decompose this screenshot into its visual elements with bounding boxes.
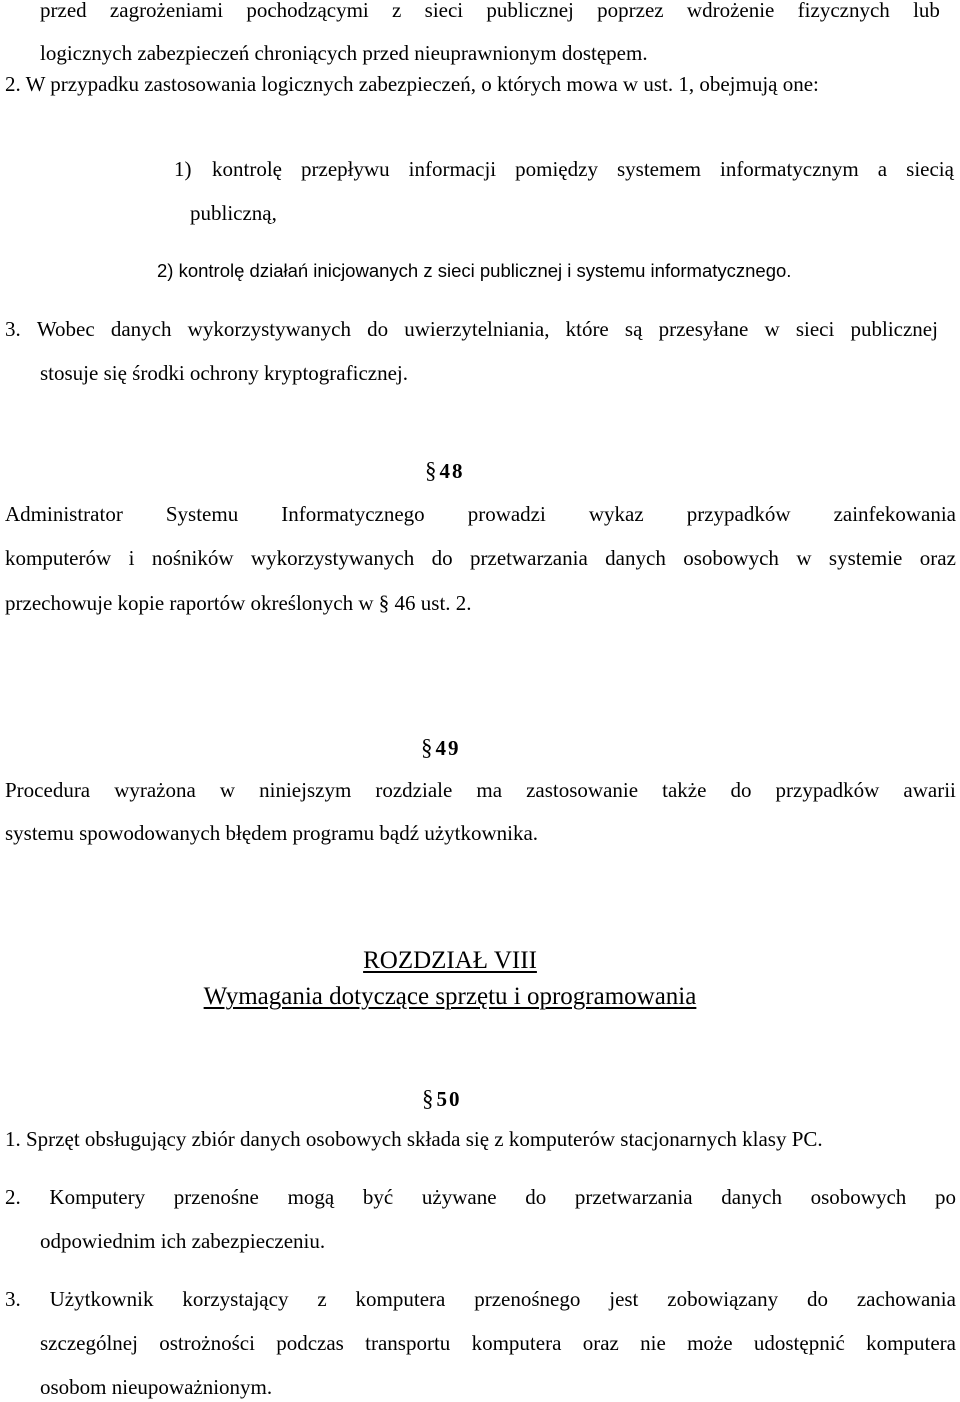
word: przetwarzania	[574, 1185, 693, 1209]
word: Komputery	[49, 1185, 146, 1209]
word: może	[687, 1331, 733, 1355]
section-49-heading	[421, 735, 461, 761]
word: niniejszym	[259, 778, 352, 802]
section-number: 50	[436, 1087, 462, 1111]
word: podczas	[276, 1331, 344, 1355]
word: oraz	[582, 1331, 619, 1355]
section-50-point-3-line-1	[5, 1286, 956, 1312]
word: przesyłane	[658, 317, 749, 341]
word: komputera	[355, 1287, 446, 1311]
list-item-1-number: 1)	[174, 157, 192, 181]
word: do	[525, 1185, 547, 1209]
word: osobowych	[810, 1185, 907, 1209]
word: systemie	[828, 546, 903, 570]
word: Informatycznego	[281, 502, 425, 526]
word: publicznej	[486, 0, 574, 22]
word: oraz	[919, 546, 956, 570]
word: przed	[40, 0, 87, 22]
word: awarii	[903, 778, 956, 802]
word: rozdziale	[375, 778, 453, 802]
section-49-line-2: systemu spowodowanych błędem programu bądź użytkownika.	[5, 821, 539, 845]
word: Administrator	[5, 502, 123, 526]
word: Procedura	[5, 778, 91, 802]
word: fizycznych	[797, 0, 890, 22]
intro-point-3-line-1	[5, 316, 938, 342]
word: przepływu	[301, 157, 390, 181]
word: z	[317, 1287, 327, 1311]
word: sieci	[795, 317, 835, 341]
word: sieci	[424, 0, 464, 22]
word: zastosowanie	[526, 778, 639, 802]
word: uwierzytelniania,	[404, 317, 550, 341]
chapter-title: ROZDZIAŁ VIII	[363, 947, 537, 974]
word: transportu	[365, 1331, 451, 1355]
section-49-line-1	[5, 777, 956, 803]
section-number: 49	[435, 736, 461, 760]
word: do	[806, 1287, 828, 1311]
word: do	[367, 317, 389, 341]
word: w	[764, 317, 780, 341]
word: 3.	[5, 317, 21, 341]
section-number: 48	[439, 459, 465, 483]
word: zainfekowania	[833, 502, 956, 526]
word: kontrolę	[212, 157, 282, 181]
word: prowadzi	[467, 502, 546, 526]
word: z	[392, 0, 402, 22]
section-sign: §	[421, 735, 433, 760]
word: które	[565, 317, 609, 341]
word: Systemu	[165, 502, 239, 526]
word: informatycznym	[719, 157, 859, 181]
word: Wobec	[36, 317, 95, 341]
word: informacji	[408, 157, 497, 181]
word: i	[128, 546, 135, 570]
word: do	[730, 778, 752, 802]
word: szczególnej	[40, 1331, 138, 1355]
list-item-1-line-2: publiczną,	[190, 201, 277, 225]
word: mogą	[287, 1185, 335, 1209]
word: zobowiązany	[667, 1287, 779, 1311]
word: poprzez	[597, 0, 664, 22]
word: korzystający	[182, 1287, 289, 1311]
intro-point-3-line-2: stosuje się środki ochrony kryptograficznej.	[40, 361, 408, 385]
word: osobowych	[683, 546, 779, 570]
word: a	[877, 157, 888, 181]
word: wykaz	[588, 502, 644, 526]
word: przypadków	[686, 502, 791, 526]
word: systemem	[616, 157, 701, 181]
word: przenośnego	[474, 1287, 581, 1311]
section-50-point-3-line-3: osobom nieupoważnionym.	[40, 1375, 273, 1399]
word: danych	[110, 317, 172, 341]
section-50-point-2-line-1	[5, 1184, 956, 1210]
word: udostępnić	[753, 1331, 845, 1355]
word: zachowania	[856, 1287, 956, 1311]
section-50-point-1: 1. Sprzęt obsługujący zbiór danych osobowych składa się z komputerów stacjonarnych klasy PC.	[5, 1127, 823, 1151]
word: przypadków	[775, 778, 880, 802]
word: ma	[476, 778, 503, 802]
word: publicznej	[850, 317, 938, 341]
word: danych	[605, 546, 666, 570]
word: wykorzystywanych	[187, 317, 351, 341]
intro-line-1	[40, 0, 940, 23]
section-48-line-1	[5, 501, 956, 527]
word: lub	[913, 0, 940, 22]
word: siecią	[906, 157, 954, 181]
intro-point-2: 2. W przypadku zastosowania logicznych zabezpieczeń, o których mowa w ust. 1, obejmują one:	[5, 72, 819, 96]
word: być	[362, 1185, 394, 1209]
section-50-point-2-line-2: odpowiednim ich zabezpieczeniu.	[40, 1229, 326, 1253]
word: w	[796, 546, 812, 570]
section-48-heading	[425, 458, 465, 484]
section-sign: §	[425, 458, 437, 483]
word: ostrożności	[159, 1331, 255, 1355]
word: także	[662, 778, 707, 802]
section-50-point-3-line-2	[40, 1330, 956, 1356]
word: nie	[640, 1331, 666, 1355]
word: jest	[609, 1287, 639, 1311]
section-sign: §	[422, 1086, 434, 1111]
word: komputerów	[5, 546, 112, 570]
word: 2.	[5, 1185, 21, 1209]
word: do	[431, 546, 453, 570]
word: wykorzystywanych	[250, 546, 415, 570]
word: pomiędzy	[515, 157, 598, 181]
word: przetwarzania	[470, 546, 588, 570]
section-48-line-2	[5, 545, 956, 571]
word: nośników	[151, 546, 234, 570]
word: zagrożeniami	[109, 0, 224, 22]
section-50-heading	[422, 1086, 462, 1112]
word: komputera	[866, 1331, 956, 1355]
word: pochodzącymi	[246, 0, 369, 22]
word: komputera	[471, 1331, 562, 1355]
word: wdrożenie	[686, 0, 775, 22]
word: używane	[421, 1185, 497, 1209]
word: wyrażona	[114, 778, 196, 802]
word: 3.	[5, 1287, 21, 1311]
list-item-1-line-1	[212, 156, 954, 182]
section-48-line-3: przechowuje kopie raportów określonych w § 46 ust. 2.	[5, 591, 472, 615]
list-item-2: 2) kontrolę działań inicjowanych z sieci publicznej i systemu informatycznego.	[157, 260, 792, 281]
word: Użytkownik	[49, 1287, 154, 1311]
word: danych	[721, 1185, 782, 1209]
word: przenośne	[173, 1185, 259, 1209]
word: w	[219, 778, 236, 802]
chapter-subtitle: Wymagania dotyczące sprzętu i oprogramowania	[203, 983, 697, 1010]
word: są	[624, 317, 643, 341]
intro-line-2: logicznych zabezpieczeń chroniących przed nieuprawnionym dostępem.	[40, 41, 648, 65]
word: po	[934, 1185, 956, 1209]
